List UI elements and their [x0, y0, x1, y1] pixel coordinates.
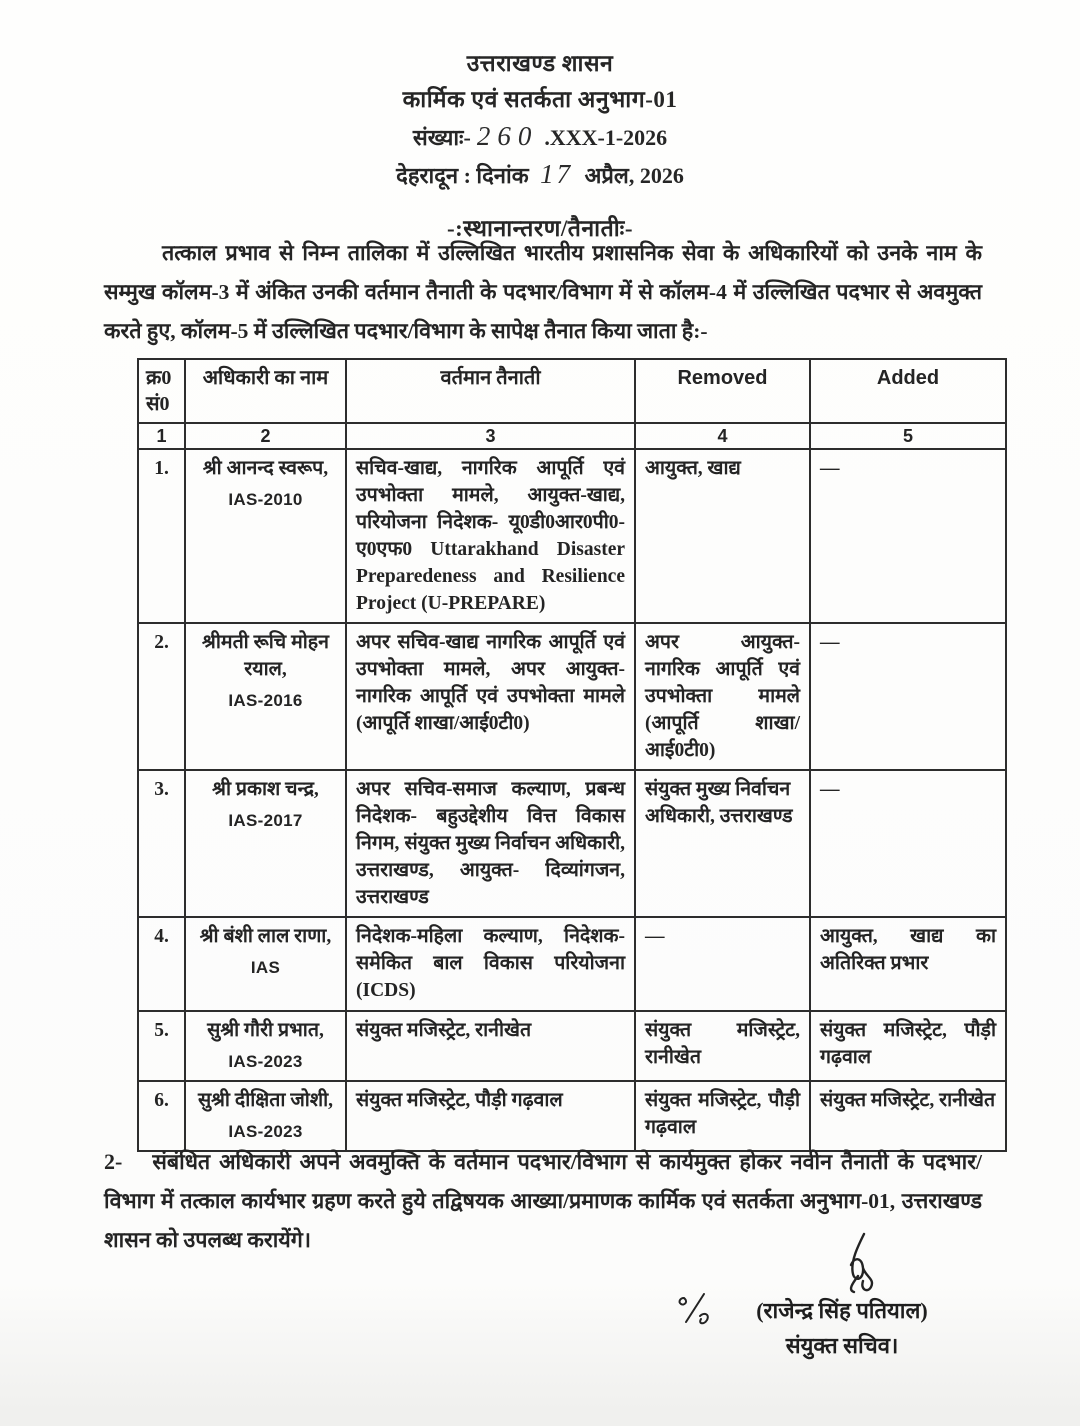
place-date-label: देहरादून : दिनांक: [396, 163, 529, 188]
department-name: कार्मिक एवं सतर्कता अनुभाग-01: [402, 87, 678, 112]
government-name: उत्तराखण्ड शासन: [466, 51, 614, 76]
transfer-order-table: [137, 358, 1007, 1152]
cell-removed: संयुक्त मजिस्ट्रेट, पौड़ी गढ़वाल: [635, 1081, 810, 1151]
cell-removed: आयुक्त, खाद्य: [635, 449, 810, 623]
cell-removed: अपर आयुक्त- नागरिक आपूर्ति एवं उपभोक्ता मामले (आपूर्ति शाखा/ आई0टी0): [635, 623, 810, 770]
cell-current-posting: अपर सचिव-खाद्य नागरिक आपूर्ति एवं उपभोक्ता मामले, अपर आयुक्त-नागरिक आपूर्ति एवं उपभोक्ता मामले (आपूर्ति शाखा/आई0टी0): [346, 623, 635, 770]
header-serial-number: क्र0 सं0: [138, 359, 185, 423]
column-number: 4: [635, 423, 810, 449]
document-header: [0, 46, 1080, 243]
header-current-posting: वर्तमान तैनाती: [346, 359, 635, 423]
date-handwritten: 17: [540, 159, 574, 189]
closing-paragraph-text: संबंधित अधिकारी अपने अवमुक्ति के वर्तमान पदभार/विभाग से कार्यमुक्त होकर नवीन तैनाती के पदभार/विभाग में तत्काल कार्यभार ग्रहण करते हुये तद्विषयक आख्या/प्रमाणक कार्मिक एवं सतर्कता अनुभाग-01, उत्तराखण्ड शासन को उपलब्ध करायेंगे।: [104, 1150, 982, 1252]
place-date-line: [0, 156, 1080, 194]
cell-officer: [185, 623, 346, 770]
column-number: 1: [138, 423, 185, 449]
column-number: 2: [185, 423, 346, 449]
officer-name: श्री आनन्द स्वरूप,: [202, 458, 329, 479]
cell-serial: 4.: [138, 917, 185, 1011]
officer-name: श्री बंशी लाल राणा,: [199, 926, 332, 947]
cell-current-posting: संयुक्त मजिस्ट्रेट, पौड़ी गढ़वाल: [346, 1081, 635, 1151]
cell-current-posting: निदेशक-महिला कल्याण, निदेशक-समेकित बाल विकास परियोजना (ICDS): [346, 917, 635, 1011]
letter-number-handwritten: 260: [476, 121, 539, 151]
opening-paragraph: तत्काल प्रभाव से निम्न तालिका में उल्लिखित भारतीय प्रशासनिक सेवा के अधिकारियों को उनके नाम के सम्मुख कॉलम-3 में अंकित उनकी वर्तमान तैनाती के पदभार/विभाग में से कॉलम-4 में उल्लिखित पदभार से अवमुक्त करते हुए, कॉलम-5 में उल्लिखित पदभार/विभाग के सापेक्ष तैनात किया जाता है:-: [104, 241, 982, 343]
paragraph-number: 2-: [104, 1149, 123, 1174]
cell-added: —: [810, 623, 1006, 770]
header-removed: Removed: [635, 359, 810, 423]
signatory-title: संयुक्त सचिव।: [785, 1333, 899, 1358]
column-number-row: [138, 423, 1006, 449]
cell-officer: [185, 1081, 346, 1151]
cell-removed: —: [635, 917, 810, 1011]
officer-name: सुश्री दीक्षिता जोशी,: [197, 1090, 334, 1111]
cell-removed: संयुक्त मजिस्ट्रेट, रानीखेत: [635, 1011, 810, 1081]
letter-number-suffix: .XXX-1-2026: [544, 125, 668, 150]
officer-name: श्रीमती रूचि मोहन रयाल,: [202, 632, 329, 680]
table-row: [138, 449, 1006, 623]
cell-added: —: [810, 449, 1006, 623]
table-row: [138, 623, 1006, 770]
officer-name: सुश्री गौरी प्रभात,: [207, 1020, 324, 1041]
cell-current-posting: सचिव-खाद्य, नागरिक आपूर्ति एवं उपभोक्ता मामले, आयुक्त-खाद्य, परियोजना निदेशक- यू0डी0आर0पी0-ए0एफ0 Uttarakhand Disaster Preparedeness and Resilience Project (U-PREPARE): [346, 449, 635, 623]
column-number: 3: [346, 423, 635, 449]
date-suffix: अप्रैल, 2026: [584, 163, 684, 188]
cell-officer: [185, 917, 346, 1011]
signature-block: [692, 1232, 992, 1364]
officer-name: श्री प्रकाश चन्द्र,: [212, 779, 319, 800]
officer-batch: IAS-2010: [228, 490, 303, 509]
table-row: [138, 770, 1006, 917]
cell-serial: 5.: [138, 1011, 185, 1081]
initials-mark-icon: [674, 1290, 718, 1330]
officer-batch: IAS-2023: [228, 1122, 303, 1141]
officer-batch: IAS: [250, 958, 281, 977]
header-officer-name: अधिकारी का नाम: [185, 359, 346, 423]
table-header-row: [138, 359, 1006, 423]
header-added: Added: [810, 359, 1006, 423]
cell-added: आयुक्त, खाद्य का अतिरिक्त प्रभार: [810, 917, 1006, 1011]
cell-serial: 2.: [138, 623, 185, 770]
table-row: [138, 917, 1006, 1011]
table-row: [138, 1081, 1006, 1151]
officer-batch: IAS-2017: [228, 811, 303, 830]
cell-added: संयुक्त मजिस्ट्रेट, पौड़ी गढ़वाल: [810, 1011, 1006, 1081]
cell-officer: [185, 1011, 346, 1081]
cell-serial: 1.: [138, 449, 185, 623]
cell-current-posting: संयुक्त मजिस्ट्रेट, रानीखेत: [346, 1011, 635, 1081]
table-row: [138, 1011, 1006, 1081]
cell-removed: संयुक्त मुख्य निर्वाचन अधिकारी, उत्तराखण्ड: [635, 770, 810, 917]
cell-current-posting: अपर सचिव-समाज कल्याण, प्रबन्ध निदेशक- बहुउद्देशीय वित्त विकास निगम, संयुक्त मुख्य निर्वाचन अधिकारी, उत्तराखण्ड, आयुक्त- दिव्यांगजन, उत्तराखण्ड: [346, 770, 635, 917]
cell-added: संयुक्त मजिस्ट्रेट, रानीखेत: [810, 1081, 1006, 1151]
cell-added: —: [810, 770, 1006, 917]
subject-line: -:स्थानान्तरण/तैनातीः-: [446, 216, 633, 241]
signatory-name: (राजेन्द्र सिंह पतियाल): [756, 1298, 928, 1323]
letter-number-line: [0, 118, 1080, 156]
cell-serial: 3.: [138, 770, 185, 917]
officer-batch: IAS-2023: [228, 1052, 303, 1071]
column-number: 5: [810, 423, 1006, 449]
letter-number-label: संख्याः-: [412, 125, 471, 150]
cell-officer: [185, 770, 346, 917]
cell-officer: [185, 449, 346, 623]
cell-serial: 6.: [138, 1081, 185, 1151]
signature-flourish-icon: [828, 1232, 892, 1296]
officer-batch: IAS-2016: [228, 691, 303, 710]
